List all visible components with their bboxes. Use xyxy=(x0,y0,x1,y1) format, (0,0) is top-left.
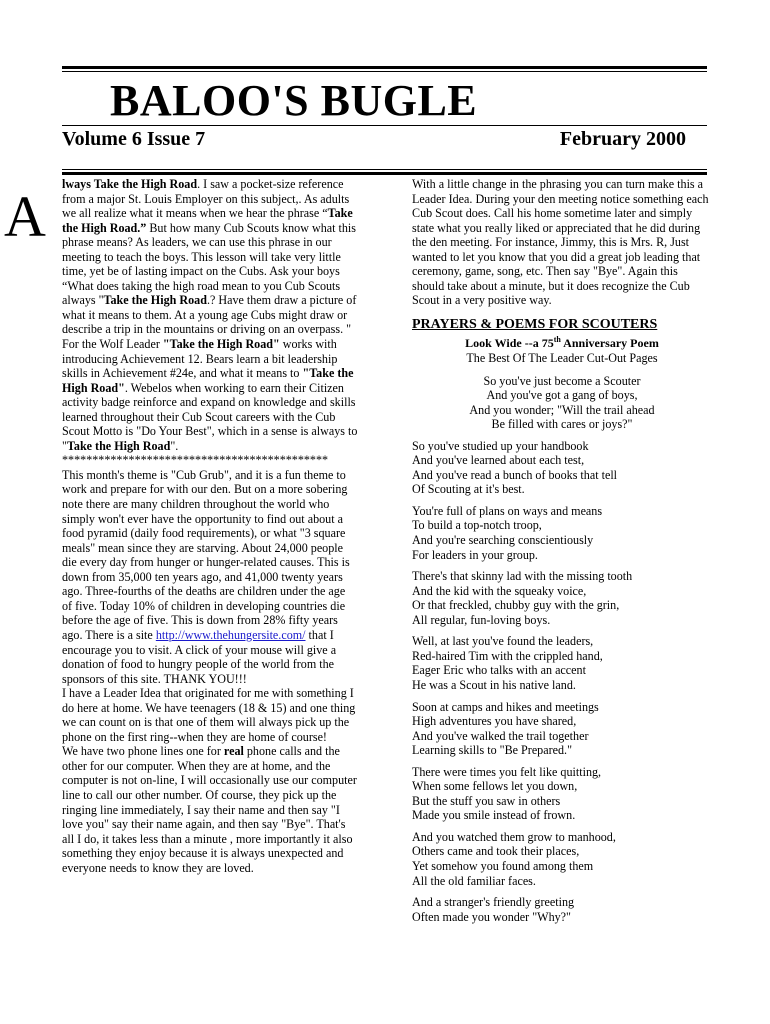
poem-line: And you've learned about each test, xyxy=(412,453,585,468)
text-run: We have two phone lines one for xyxy=(62,744,224,759)
poem-stanza xyxy=(412,634,712,692)
text-run: . I saw a pocket-size reference from a major St. Louis Employer on this subject,. As adults we all realize what it means when we hear the phrase “ xyxy=(62,177,350,221)
poem-stanza xyxy=(412,895,712,924)
bold-run: Take the High Road xyxy=(103,293,207,308)
bold-run: Take the High Road.” xyxy=(62,206,353,235)
poem-line: But the stuff you saw in others xyxy=(412,793,561,808)
poem-line: Eager Eric who talks with an accent xyxy=(412,663,586,678)
poem-stanza xyxy=(412,504,712,562)
article-leader-idea-continued: With a little change in the phrasing you can turn make this a Leader Idea. During your den meeting notice something each Cub Scout does. Call his home sometime later and simply state what you really liked or appreciated that he did during the den meeting. For instance, Jimmy, this is Mrs. R, Just wanted to let you know that you did a great job leading that ceremony, game, song, etc. Then say "Bye". Again this should take about a minute, but it does recognize the Cub Scout in a very positive way. xyxy=(412,177,709,308)
drop-cap: A xyxy=(4,184,46,249)
poem-stanza xyxy=(412,700,712,758)
poem-line: When some fellows let you down, xyxy=(412,779,578,794)
poem-line: Be filled with cares or joys?" xyxy=(491,417,633,432)
bold-run: Take the High Road xyxy=(66,438,171,453)
poem-title xyxy=(412,336,712,351)
hunger-site-link[interactable]: http://www.thehungersite.com/ xyxy=(155,627,306,642)
superscript: th xyxy=(553,335,561,345)
text-run: But how many Cub Scouts know what this phrase means? As leaders, we can use this phrase in our meeting to teach the boys. This lesson will take very little time, yet be of lasting impact on the Cubs. Ask your boys “What does taking the high road mean to you Cub Scouts always " xyxy=(62,220,356,308)
poem-line: Of Scouting at it's best. xyxy=(412,482,525,497)
poem-stanza xyxy=(412,569,712,627)
poem-line: Learning skills to "Be Prepared." xyxy=(412,743,573,758)
article-cub-grub xyxy=(62,468,358,686)
bold-run: "Take the High Road" xyxy=(62,366,354,395)
bold-run: real xyxy=(223,744,244,759)
poem-stanza xyxy=(412,830,712,888)
masthead-rule-top xyxy=(62,66,707,69)
text-run: Look Wide --a 75 xyxy=(465,336,554,351)
poem-line: And you wonder; "Will the trail ahead xyxy=(469,402,655,417)
masthead-rule-top-thin xyxy=(62,71,707,72)
article-lead-bold: lways Take the High Road xyxy=(62,177,198,191)
poem-line: All regular, fun-loving boys. xyxy=(412,612,551,627)
poem-source: The Best Of The Leader Cut-Out Pages xyxy=(466,351,658,366)
poem-line: And you watched them grow to manhood, xyxy=(412,829,616,844)
poem-line: Often made you wonder "Why?" xyxy=(412,909,571,924)
text-run: Anniversary Poem xyxy=(560,336,659,351)
poem-line: He was a Scout in his native land. xyxy=(412,677,576,692)
poem-line: You're full of plans on ways and means xyxy=(412,503,603,518)
masthead-title: BALOO'S BUGLE xyxy=(110,76,478,125)
poem-line: To build a top-notch troop, xyxy=(412,518,542,533)
poem-line: Yet somehow you found among them xyxy=(412,858,594,873)
issue-date: February 2000 xyxy=(559,128,686,150)
text-run: ". xyxy=(170,438,179,453)
poem-line: All the old familiar faces. xyxy=(412,873,536,888)
section-divider: ******************************************** xyxy=(62,453,329,468)
text-run: works with introducing Achievement 12. Bears learn a bit leadership skills in Achievement #24e, and what it means to xyxy=(62,337,338,381)
masthead-rule-bottom xyxy=(62,172,707,175)
poem-stanza-centered xyxy=(412,374,712,432)
left-column xyxy=(62,177,358,875)
poem-line: High adventures you have shared, xyxy=(412,714,577,729)
poem-line: And you've walked the trail together xyxy=(412,728,589,743)
text-run: phone calls and the other for our computer. When they are at home, and the computer is not on-line, I will occasionally use our computer line to call our other number. Of course, they pick up the ringing line immediately, I say their name and then say "I love you" say their name again, and then say "Bye". That's all I do, it takes less than a minute , more importantly it also something they enjoy because it is always unexpected and everyone needs to know they are loved. xyxy=(62,744,357,875)
section-title-prayers-poems: PRAYERS & POEMS FOR SCOUTERS xyxy=(412,316,658,332)
poem-line: Well, at last you've found the leaders, xyxy=(412,634,594,649)
right-column xyxy=(412,177,712,924)
text-run: . Webelos when working to earn their Citizen activity badge reinforce and expand on knowledge and skills learned throughout their Cub Scout careers with the Cub Scout Motto is "Do Your Best", which in a sense is always to " xyxy=(62,380,358,453)
poem-line: And you've got a gang of boys, xyxy=(486,388,638,403)
poem-line: So you've just become a Scouter xyxy=(483,373,641,388)
text-run: For the Wolf Leader xyxy=(62,337,163,352)
article-high-road-ranks xyxy=(62,337,358,453)
text-run: .? Have them draw a picture of what it means to them. At a young age Cubs might draw or describe a trip in the mountains or driving on an overpass. " xyxy=(62,293,357,337)
poem-line: And you've read a bunch of books that tell xyxy=(412,467,618,482)
article-phone-lines xyxy=(62,744,358,875)
poem-line: Made you smile instead of frown. xyxy=(412,808,576,823)
text-run: that I encourage you to visit. A click of your mouse will give a donation of food to hungry people of the world from the sponsors of this site. THANK YOU!!! xyxy=(62,627,337,686)
masthead-rule-middle xyxy=(62,125,707,126)
article-high-road-intro xyxy=(62,177,358,337)
poem-line: Soon at camps and hikes and meetings xyxy=(412,699,599,714)
bold-run: "Take the High Road" xyxy=(162,337,280,352)
poem-line: Others came and took their places, xyxy=(412,844,580,859)
poem-line: For leaders in your group. xyxy=(412,547,538,562)
poem-line: Red-haired Tim with the crippled hand, xyxy=(412,648,603,663)
poem-line: There were times you felt like quitting, xyxy=(412,764,602,779)
poem-stanza xyxy=(412,765,712,823)
poem-line: And the kid with the squeaky voice, xyxy=(412,583,587,598)
poem-line: So you've studied up your handbook xyxy=(412,438,589,453)
poem-line: And you're searching conscientiously xyxy=(412,533,594,548)
volume-issue: Volume 6 Issue 7 xyxy=(62,128,206,150)
poem-line: And a stranger's friendly greeting xyxy=(412,895,575,910)
poem-stanza xyxy=(412,439,712,497)
article-leader-idea: I have a Leader Idea that originated for me with something I do here at home. We have teenagers (18 & 15) and one thing we can count on is that one of them will always pick up the phone on the first ring--when they are home of course! xyxy=(62,686,356,744)
poem-line: Or that freckled, chubby guy with the grin, xyxy=(412,598,620,613)
text-run: This month's theme is "Cub Grub", and it is a fun theme to work and prepare for with our den. But on a more sobering note there are many children throughout the world who simply won't ever have the opportunity to find out about a food pyramid (daily food requirements), or what "3 square meals" mean since they are starving. About 24,000 people die every day from hunger or hunger-related causes. This is down from 35,000 ten years ago, and 41,000 twenty years ago. Three-fourths of the deaths are children under the age of five. Today 10% of children in developing countries die before the age of five. This is down from 28% fifty years ago. There is a site xyxy=(62,467,350,642)
poem-line: There's that skinny lad with the missing tooth xyxy=(412,569,633,584)
masthead-rule-bottom-thin xyxy=(62,169,707,170)
